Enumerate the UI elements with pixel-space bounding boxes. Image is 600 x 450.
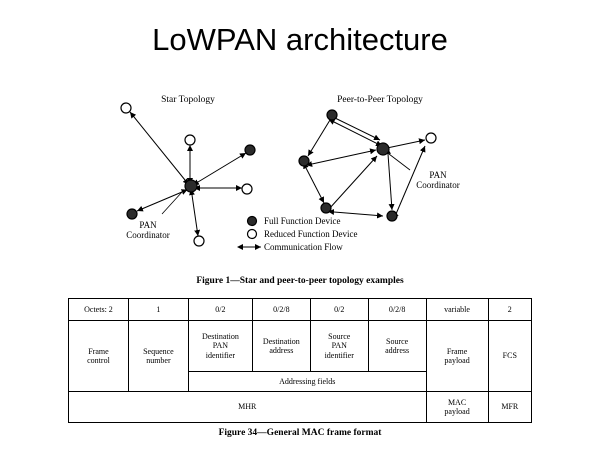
cell-octets-4: 0/2 (310, 299, 368, 321)
cell-field-frame-control: Frame control (69, 321, 129, 392)
star-pan-coordinator-node (185, 180, 197, 192)
star-pan-coordinator-label-line1: PAN (139, 220, 157, 230)
table-row-mhr (69, 392, 532, 423)
cell-octets-1: 1 (128, 299, 188, 321)
table-row-octets (69, 299, 532, 321)
cell-field-fcs: FCS (488, 321, 531, 392)
table-row-fields (69, 321, 532, 372)
star-node-rfd-2 (185, 135, 195, 145)
p2p-node-ffd-4 (387, 211, 397, 221)
topology-figure (80, 88, 520, 288)
mac-frame-caption: Figure 34—General MAC frame format (218, 428, 382, 438)
star-node-rfd-4 (194, 236, 204, 246)
page-title: LoWPAN architecture (152, 22, 448, 57)
star-node-ffd-2 (127, 209, 137, 219)
cell-octets-6: variable (426, 299, 488, 321)
cell-addressing-fields: Addressing fields (188, 372, 426, 392)
legend-reduced-function-device-icon (248, 230, 257, 239)
legend-full-function-device-icon (248, 217, 257, 226)
legend-reduced-function-device-label: Reduced Function Device (264, 229, 358, 239)
mac-frame-table (68, 298, 532, 423)
star-node-ffd-1 (245, 145, 255, 155)
p2p-pan-coordinator-label-line1: PAN (429, 170, 447, 180)
cell-octets-7: 2 (488, 299, 531, 321)
star-node-rfd-3 (242, 184, 252, 194)
p2p-topology-label: Peer-to-Peer Topology (337, 95, 423, 105)
cell-mac-payload: MAC payload (426, 392, 488, 423)
cell-field-destination-pan-identifier: Destination PAN identifier (188, 321, 252, 372)
cell-octets-2: 0/2 (188, 299, 252, 321)
cell-mfr: MFR (488, 392, 531, 423)
cell-octets-0: Octets: 2 (69, 299, 129, 321)
legend-full-function-device-label: Full Function Device (264, 216, 341, 226)
cell-octets-5: 0/2/8 (368, 299, 426, 321)
cell-mhr: MHR (69, 392, 427, 423)
star-node-rfd-1 (121, 103, 131, 113)
p2p-node-ffd-2 (299, 156, 309, 166)
p2p-pan-coordinator-label-line2: Coordinator (416, 180, 460, 190)
cell-field-frame-payload: Frame payload (426, 321, 488, 392)
cell-field-destination-address: Destination address (252, 321, 310, 372)
p2p-node-ffd-3 (321, 203, 331, 213)
star-topology-label: Star Topology (161, 95, 215, 105)
cell-field-source-address: Source address (368, 321, 426, 372)
cell-field-sequence-number: Sequence number (128, 321, 188, 392)
topology-diagram (80, 88, 520, 288)
mac-frame-figure (68, 298, 532, 423)
star-pan-coordinator-label-line2: Coordinator (126, 230, 170, 240)
p2p-pan-coordinator-node (377, 143, 389, 155)
cell-field-source-pan-identifier: Source PAN identifier (310, 321, 368, 372)
legend-communication-flow-label: Communication Flow (264, 242, 343, 252)
p2p-node-ffd-1 (327, 110, 337, 120)
p2p-node-rfd-1 (426, 133, 436, 143)
topology-figure-caption: Figure 1—Star and peer-to-peer topology examples (196, 276, 404, 286)
cell-octets-3: 0/2/8 (252, 299, 310, 321)
